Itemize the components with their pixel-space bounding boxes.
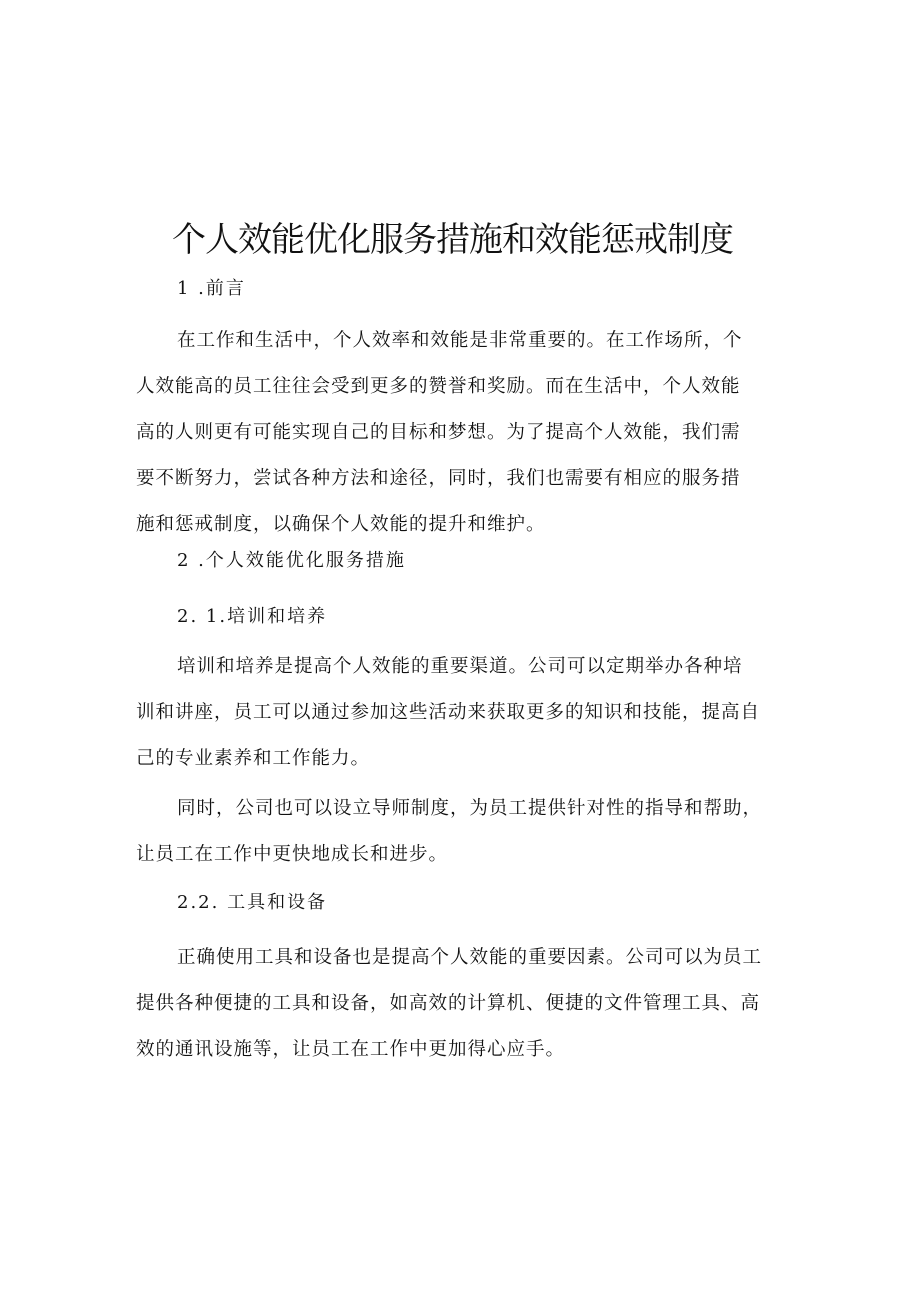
section-heading-preface: 1 .前言 [177, 278, 246, 299]
paragraph-training [136, 644, 786, 782]
paragraph-line: 提供各种便捷的工具和设备，如高效的计算机、便捷的文件管理工具、高 [136, 993, 761, 1014]
paragraph-line: 施和惩戒制度，以确保个人效能的提升和维护。 [136, 514, 546, 535]
paragraph-line: 己的专业素养和工作能力。 [136, 748, 371, 769]
paragraph-line: 让员工在工作中更快地成长和进步。 [136, 844, 449, 865]
paragraph-line: 培训和培养是提高个人效能的重要渠道。公司可以定期举办各种培 [177, 656, 743, 677]
paragraph-line: 效的通讯设施等，让员工在工作中更加得心应手。 [136, 1039, 566, 1060]
subsection-heading-training: 2. 1.培训和培养 [177, 606, 328, 627]
paragraph-line: 高的人则更有可能实现自己的目标和梦想。为了提高个人效能，我们需 [136, 422, 741, 443]
paragraph-line: 在工作和生活中，个人效率和效能是非常重要的。在工作场所，个 [177, 330, 743, 351]
paragraph-preface [136, 318, 786, 548]
paragraph-line: 训和讲座，员工可以通过参加这些活动来获取更多的知识和技能，提高自 [136, 702, 761, 723]
section-heading-service-measures: 2 .个人效能优化服务措施 [177, 550, 406, 571]
paragraph-line: 同时，公司也可以设立导师制度，为员工提供针对性的指导和帮助， [177, 798, 763, 819]
subsection-heading-tools: 2.2. 工具和设备 [177, 892, 328, 913]
document-title: 个人效能优化服务措施和效能惩戒制度 [172, 220, 733, 260]
paragraph-line: 要不断努力，尝试各种方法和途径，同时，我们也需要有相应的服务措 [136, 468, 741, 489]
paragraph-mentorship [136, 786, 786, 878]
paragraph-line: 人效能高的员工往往会受到更多的赞誉和奖励。而在生活中，个人效能 [136, 376, 741, 397]
paragraph-tools [136, 935, 786, 1073]
paragraph-line: 正确使用工具和设备也是提高个人效能的重要因素。公司可以为员工 [177, 947, 763, 968]
